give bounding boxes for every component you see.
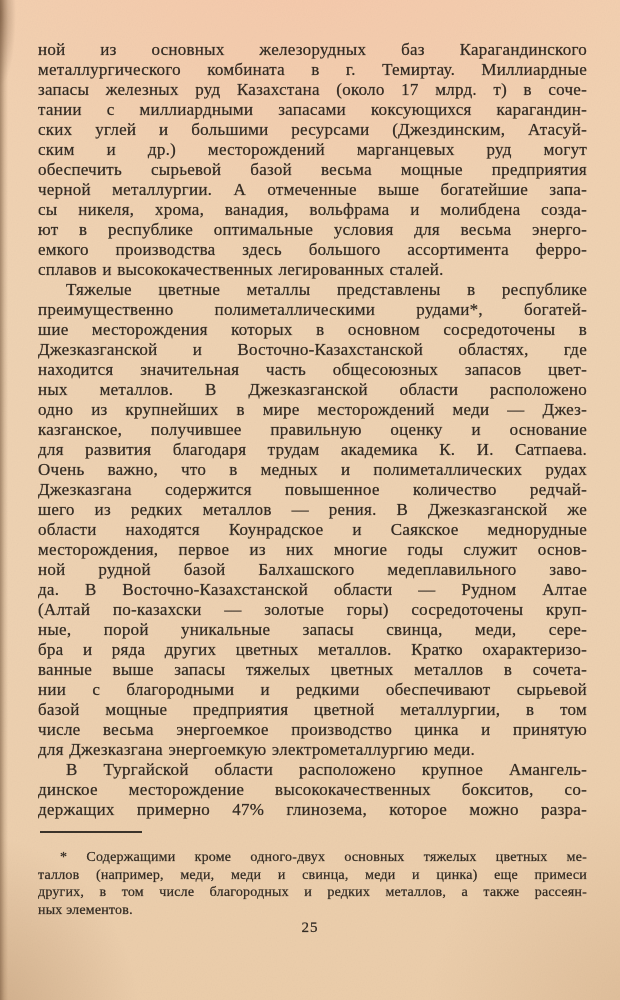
- text-line: таллов (например, меди, меди и свинца, меди и цинка) еще примеси: [38, 867, 587, 883]
- text-line: базой мощные предприятия цветной металлургии, в том: [38, 700, 587, 719]
- text-line: ских углей и большими ресурсами (Джездинским, Атасуй-: [38, 120, 587, 139]
- text-line: ной из основных железорудных баз Карагандинского: [38, 40, 587, 59]
- text-line: ванные выше запасы тяжелых цветных металлов в сочета-: [38, 660, 587, 679]
- text-line: преимущественно полиметаллическими рудами*, богатей-: [38, 300, 587, 319]
- text-line: месторождения, первое из них многие годы служит основ-: [38, 540, 587, 559]
- text-line: черной металлургии. А отмеченные выше богатейшие запа-: [38, 180, 587, 199]
- text-line: числе весьма энергоемкое производство цинка и принятую: [38, 720, 587, 739]
- text-line: Тяжелые цветные металлы представлены в республике: [66, 280, 587, 299]
- text-line: ные, порой уникальные запасы свинца, меди, сере-: [38, 620, 587, 639]
- text-line: обеспечить сырьевой базой весьма мощные предприятия: [38, 160, 587, 179]
- text-line: Джезказгана содержится повышенное количество редчай-: [38, 480, 587, 499]
- text-line: Джезказганской и Восточно-Казахстанской областях, где: [38, 340, 587, 359]
- text-line: (Алтай по-казахски — золотые горы) сосредоточены круп-: [38, 600, 587, 619]
- text-line: * Содержащими кроме одного-двух основных тяжелых цветных ме-: [60, 850, 587, 865]
- footnote-separator: [40, 831, 142, 833]
- page-number: 25: [301, 920, 319, 936]
- text-line: казганское, получившее правильную оценку и основание: [38, 420, 587, 439]
- text-line: ных элементов.: [38, 902, 133, 918]
- text-line: В Тургайской области расположено крупное Амангель-: [66, 760, 587, 779]
- text-line: бра и ряда других цветных металлов. Кратко охарактеризо-: [38, 640, 587, 659]
- text-line: да. В Восточно-Казахстанской области — Рудном Алтае: [38, 580, 587, 599]
- text-line: для Джезказгана энергоемкую электрометаллургию меди.: [38, 740, 475, 759]
- text-line: сплавов и высококачественных легированных сталей.: [38, 260, 444, 279]
- text-line: ных металлов. В Джезказганской области расположено: [38, 380, 587, 399]
- text-line: Очень важно, что в медных и полиметаллических рудах: [38, 460, 587, 479]
- text-line: сы никеля, хрома, ванадия, вольфрама и молибдена созда-: [38, 200, 587, 219]
- text-line: тании с миллиардными запасами коксующихся карагандин-: [38, 100, 587, 119]
- text-line: одно из крупнейших в мире месторождений меди — Джез-: [38, 400, 587, 419]
- text-line: ют в республике оптимальные условия для весьма энерго-: [38, 220, 587, 239]
- text-line: для развития благодаря трудам академика К. И. Сатпаева.: [38, 440, 587, 459]
- text-line: держащих примерно 47% глинозема, которое можно разра-: [38, 800, 587, 819]
- text-line: других, в том числе благородных и редких металлов, а также рассеян-: [38, 885, 587, 900]
- text-line: динское месторождение высококачественных бокситов, со-: [38, 780, 587, 799]
- text-line: ной рудной базой Балхашского медеплавильного заво-: [38, 560, 587, 579]
- text-line: запасы железных руд Казахстана (около 17 млрд. т) в соче-: [38, 80, 587, 99]
- text-line: области находятся Коунрадское и Саякское меднорудные: [38, 520, 587, 539]
- text-line: шего из редких металлов — рения. В Джезказганской же: [38, 500, 587, 519]
- text-line: шие месторождения которых в основном сосредоточены в: [38, 320, 587, 339]
- footnote: [38, 849, 587, 919]
- text-line: нии с благородными и редкими обеспечивают сырьевой: [38, 680, 587, 699]
- text-line: металлургического комбината в г. Темиртау. Миллиардные: [38, 60, 587, 79]
- text-line: ским и др.) месторождений марганцевых руд могут: [38, 140, 587, 159]
- text-line: емкого производства здесь большого ассортимента ферро-: [38, 240, 587, 259]
- text-line: находится значительная часть общесоюзных запасов цвет-: [38, 360, 587, 379]
- body-text: [38, 40, 587, 820]
